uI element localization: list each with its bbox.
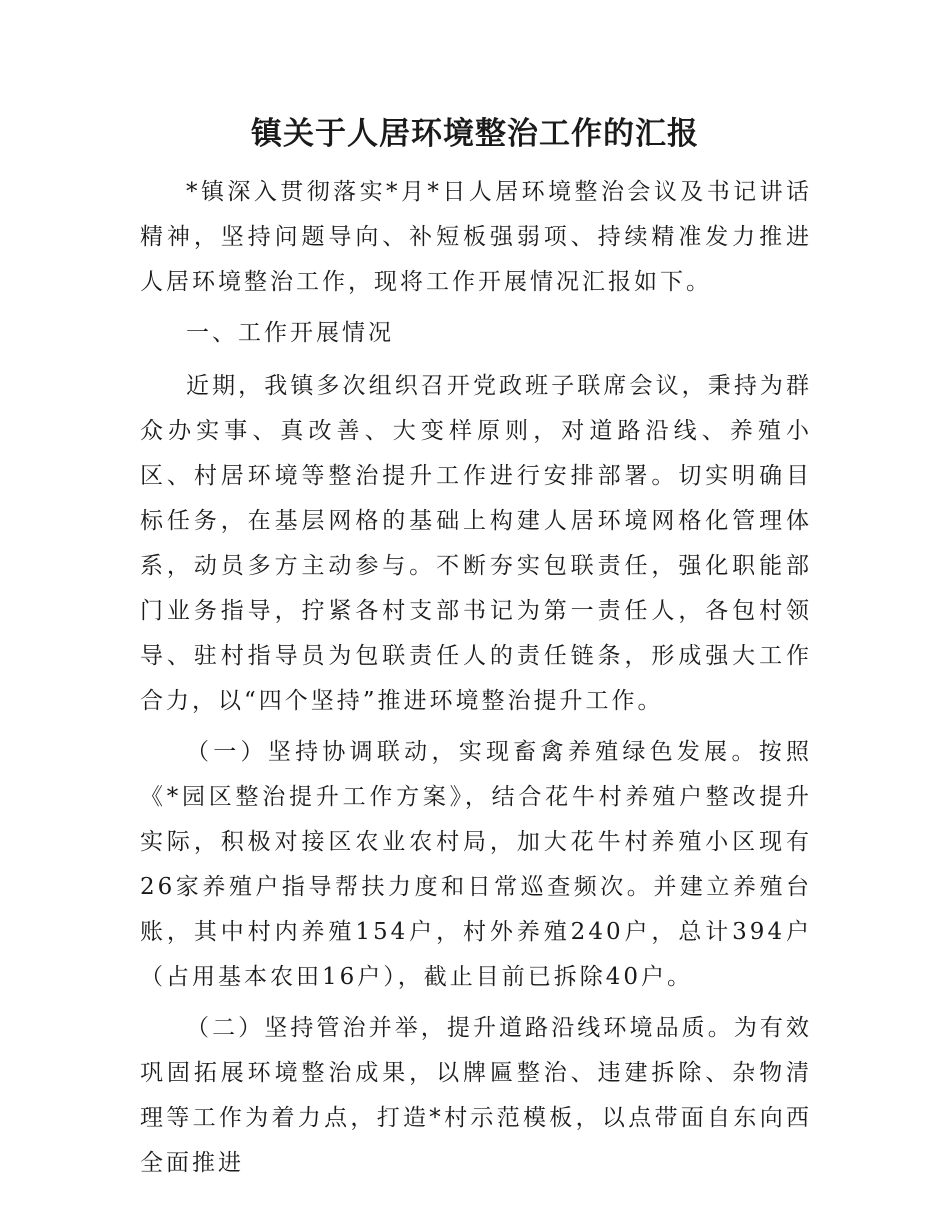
document-title: 镇关于人居环境整治工作的汇报 bbox=[251, 116, 699, 152]
body-paragraph: （一）坚持协调联动，实现畜禽养殖绿色发展。按照《*园区整治提升工作方案》，结合花牛村养殖户整改提升实际，积极对接区农业农村局，加大花牛村养殖小区现有26家养殖户指导帮扶力度和日常巡查频次。并建立养殖台账，其中村内养殖154户，村外养殖240户，总计394户（占用基本农田16户），截止目前已拆除40户。 bbox=[140, 739, 812, 990]
body-paragraph: 近期，我镇多次组织召开党政班子联席会议，秉持为群众办实事、真改善、大变样原则，对道路沿线、养殖小区、村居环境等整治提升工作进行安排部署。切实明确目标任务，在基层网格的基础上构建人居环境网格化管理体系，动员多方主动参与。不断夯实包联责任，强化职能部门业务指导，拧紧各村支部书记为第一责任人，各包村领导、驻村指导员为包联责任人的责任链条，形成强大工作合力，以“四个坚持”推进环境整治提升工作。 bbox=[140, 373, 812, 714]
section-heading: 一、工作开展情况 bbox=[186, 320, 394, 346]
intro-paragraph: *镇深入贯彻落实*月*日人居环境整治会议及书记讲话精神，坚持问题导向、补短板强弱项、持续精准发力推进人居环境整治工作，现将工作开展情况汇报如下。 bbox=[140, 179, 812, 295]
document-body bbox=[140, 170, 812, 1192]
body-paragraph: （二）坚持管治并举，提升道路沿线环境品质。为有效巩固拓展环境整治成果，以牌匾整治、违建拆除、杂物清理等工作为着力点，打造*村示范模板，以点带面自东向西全面推进 bbox=[140, 1015, 812, 1176]
